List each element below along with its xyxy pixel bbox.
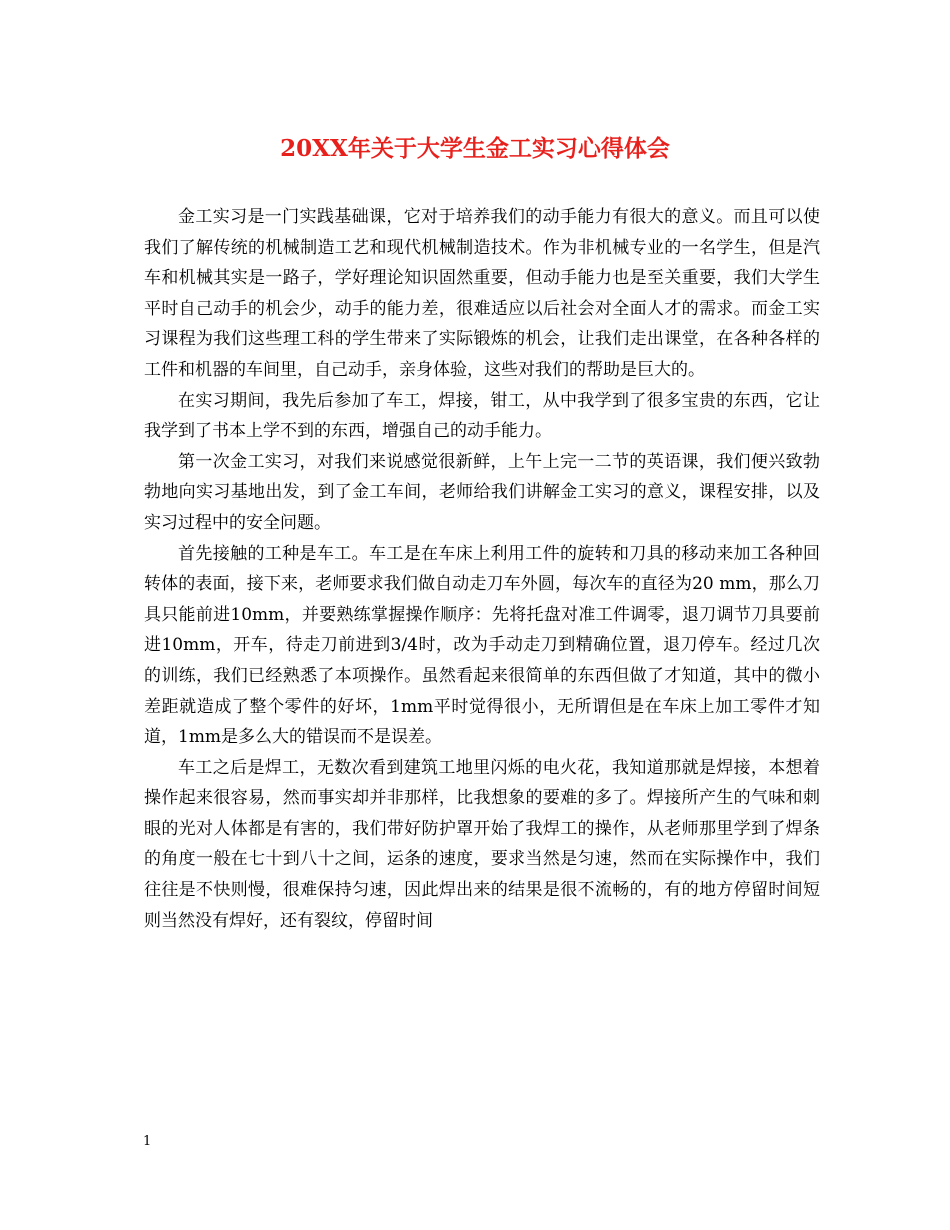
paragraph-5: 车工之后是焊工，无数次看到建筑工地里闪烁的电火花，我知道那就是焊接，本想着操作起来很容易，然而事实却并非那样，比我想象的要难的多了。焊接所产生的气味和刺眼的光对人体都是有害的，我们带好防护罩开始了我焊工的操作，从老师那里学到了焊条的角度一般在七十到八十之间，运条的速度，要求当然是匀速，然而在实际操作中，我们往往是不快则慢，很难保持匀速，因此焊出来的结果是很不流畅的，有的地方停留时间短则当然没有焊好，还有裂纹，停留时间 — [144, 757, 820, 931]
paragraph-2: 在实习期间，我先后参加了车工，焊接，钳工，从中我学到了很多宝贵的东西，它让我学到了书本上学不到的东西，增强自己的动手能力。 — [144, 390, 820, 442]
paragraph-4: 首先接触的工种是车工。车工是在车床上利用工件的旋转和刀具的移动来加工各种回转体的表面，接下来，老师要求我们做自动走刀车外圆，每次车的直径为20 mm，那么刀具只能前进10mm，并要熟练掌握操作顺序：先将托盘对准工件调零，退刀调节刀具要前进10mm，开车，待走刀前进到3/4时，改为手动走刀到精确位置，退刀停车。经过几次的训练，我们已经熟悉了本项操作。虽然看起来很简单的东西但做了才知道，其中的微小差距就造成了整个零件的好坏，1mm平时觉得很小，无所谓但是在车床上加工零件才知道，1mm是多么大的错误而不是误差。 — [144, 543, 820, 748]
document-title: 20XX年关于大学生金工实习心得体会 — [280, 135, 670, 162]
paragraph-3: 第一次金工实习，对我们来说感觉很新鲜，上午上完一二节的英语课，我们便兴致勃勃地向实习基地出发，到了金工车间，老师给我们讲解金工实习的意义，课程安排，以及实习过程中的安全问题。 — [144, 451, 820, 533]
paragraph-1: 金工实习是一门实践基础课，它对于培养我们的动手能力有很大的意义。而且可以使我们了解传统的机械制造工艺和现代机械制造技术。作为非机械专业的一名学生，但是汽车和机械其实是一路子，学好理论知识固然重要，但动手能力也是至关重要，我们大学生平时自己动手的机会少，动手的能力差，很难适应以后社会对全面人才的需求。而金工实习课程为我们这些理工科的学生带来了实际锻炼的机会，让我们走出课堂，在各种各样的工件和机器的车间里，自己动手，亲身体验，这些对我们的帮助是巨大的。 — [144, 207, 820, 380]
page-number: 1 — [143, 1134, 152, 1149]
document-body — [144, 202, 820, 936]
